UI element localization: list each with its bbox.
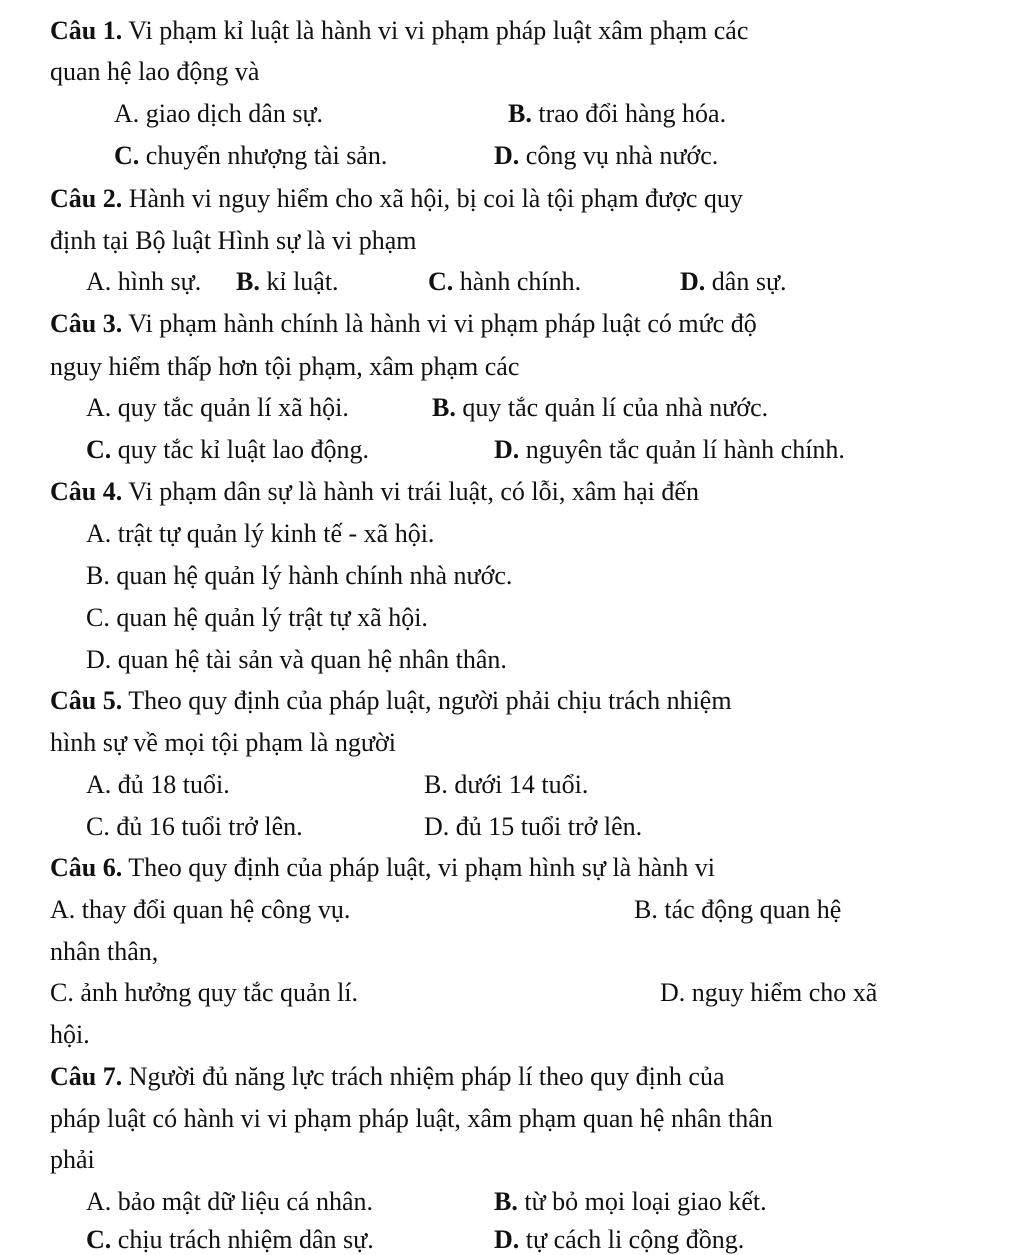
question-3-stem-line-1 xyxy=(50,309,757,339)
question-1-option-d[interactable]: D. công vụ nhà nước. xyxy=(494,141,719,170)
question-7-stem-line-2: pháp luật có hành vi vi phạm pháp luật, xâm phạm quan hệ nhân thân xyxy=(50,1104,773,1133)
question-7-option-a[interactable]: A. bảo mật dữ liệu cá nhân. xyxy=(86,1187,374,1216)
question-1-stem-line-2: quan hệ lao động và xyxy=(50,57,260,86)
question-2-option-d[interactable]: D. dân sự. xyxy=(680,267,787,296)
question-6-option-d[interactable]: D. nguy hiểm cho xã xyxy=(660,978,878,1007)
question-5-option-b[interactable]: B. dưới 14 tuổi. xyxy=(424,770,589,799)
question-5-stem-text: Theo quy định của pháp luật, người phải chịu trách nhiệm xyxy=(128,686,732,715)
question-6-label: Câu 6. xyxy=(50,853,123,882)
question-4-option-b[interactable]: B. quan hệ quản lý hành chính nhà nước. xyxy=(86,561,513,590)
question-7-option-b[interactable]: B. từ bỏ mọi loại giao kết. xyxy=(494,1187,767,1216)
question-7-option-c[interactable]: C. chịu trách nhiệm dân sự. xyxy=(86,1225,374,1254)
question-3-option-c[interactable]: C. quy tắc kỉ luật lao động. xyxy=(86,435,370,464)
question-2-label: Câu 2. xyxy=(50,184,123,213)
question-1-stem-line-1 xyxy=(50,16,748,46)
question-7-label: Câu 7. xyxy=(50,1062,123,1091)
question-7-stem-text: Người đủ năng lực trách nhiệm pháp lí theo quy định của xyxy=(128,1062,725,1091)
question-7-stem-line-3: phải xyxy=(50,1145,95,1174)
question-4-option-d[interactable]: D. quan hệ tài sản và quan hệ nhân thân. xyxy=(86,645,507,674)
question-1-label: Câu 1. xyxy=(50,16,123,45)
question-1-option-c[interactable]: C. chuyển nhượng tài sản. xyxy=(114,141,388,170)
question-5-option-a[interactable]: A. đủ 18 tuổi. xyxy=(86,770,230,799)
question-5-label: Câu 5. xyxy=(50,686,123,715)
question-3-stem-line-2: nguy hiểm thấp hơn tội phạm, xâm phạm các xyxy=(50,352,520,381)
question-6-option-a[interactable]: A. thay đổi quan hệ công vụ. xyxy=(50,895,351,924)
question-6-stem-text: Theo quy định của pháp luật, vi phạm hình sự là hành vi xyxy=(128,853,715,882)
question-2-stem-text: Hành vi nguy hiểm cho xã hội, bị coi là tội phạm được quy xyxy=(128,184,743,213)
question-2-option-a[interactable]: A. hình sự. xyxy=(86,267,202,296)
question-3-option-d[interactable]: D. nguyên tắc quản lí hành chính. xyxy=(494,435,845,464)
question-6-stem-line-1 xyxy=(50,853,715,883)
question-5-stem-line-2: hình sự về mọi tội phạm là người xyxy=(50,728,396,757)
question-3-stem-text: Vi phạm hành chính là hành vi vi phạm pháp luật có mức độ xyxy=(128,309,757,338)
question-5-option-c[interactable]: C. đủ 16 tuổi trở lên. xyxy=(86,812,303,841)
question-5-stem-line-1 xyxy=(50,686,732,716)
question-1-option-b[interactable]: B. trao đổi hàng hóa. xyxy=(508,99,727,128)
question-6-option-b[interactable]: B. tác động quan hệ xyxy=(634,895,842,924)
question-6-option-c[interactable]: C. ảnh hưởng quy tắc quản lí. xyxy=(50,978,359,1007)
question-4-option-c[interactable]: C. quan hệ quản lý trật tự xã hội. xyxy=(86,603,428,632)
question-4-option-a[interactable]: A. trật tự quản lý kinh tế - xã hội. xyxy=(86,519,435,548)
question-1-option-a[interactable]: A. giao dịch dân sự. xyxy=(114,99,324,128)
question-1-stem-text: Vi phạm kỉ luật là hành vi vi phạm pháp luật xâm phạm các xyxy=(128,16,749,45)
question-3-label: Câu 3. xyxy=(50,309,123,338)
question-3-option-b[interactable]: B. quy tắc quản lí của nhà nước. xyxy=(432,393,769,422)
question-7-option-d[interactable]: D. tự cách li cộng đồng. xyxy=(494,1225,745,1254)
question-6-option-d-continuation: hội. xyxy=(50,1020,90,1049)
question-3-option-a[interactable]: A. quy tắc quản lí xã hội. xyxy=(86,393,349,422)
question-4-label: Câu 4. xyxy=(50,477,123,506)
question-5-option-d[interactable]: D. đủ 15 tuổi trở lên. xyxy=(424,812,643,841)
question-7-stem-line-1 xyxy=(50,1062,725,1092)
question-2-stem-line-2: định tại Bộ luật Hình sự là vi phạm xyxy=(50,226,417,255)
question-6-option-b-continuation: nhân thân, xyxy=(50,937,159,966)
question-4-stem-line-1 xyxy=(50,477,699,507)
question-2-option-c[interactable]: C. hành chính. xyxy=(428,267,582,296)
question-2-option-b[interactable]: B. kỉ luật. xyxy=(236,267,339,296)
question-2-stem-line-1 xyxy=(50,184,743,214)
question-4-stem-text: Vi phạm dân sự là hành vi trái luật, có lỗi, xâm hại đến xyxy=(128,477,699,506)
